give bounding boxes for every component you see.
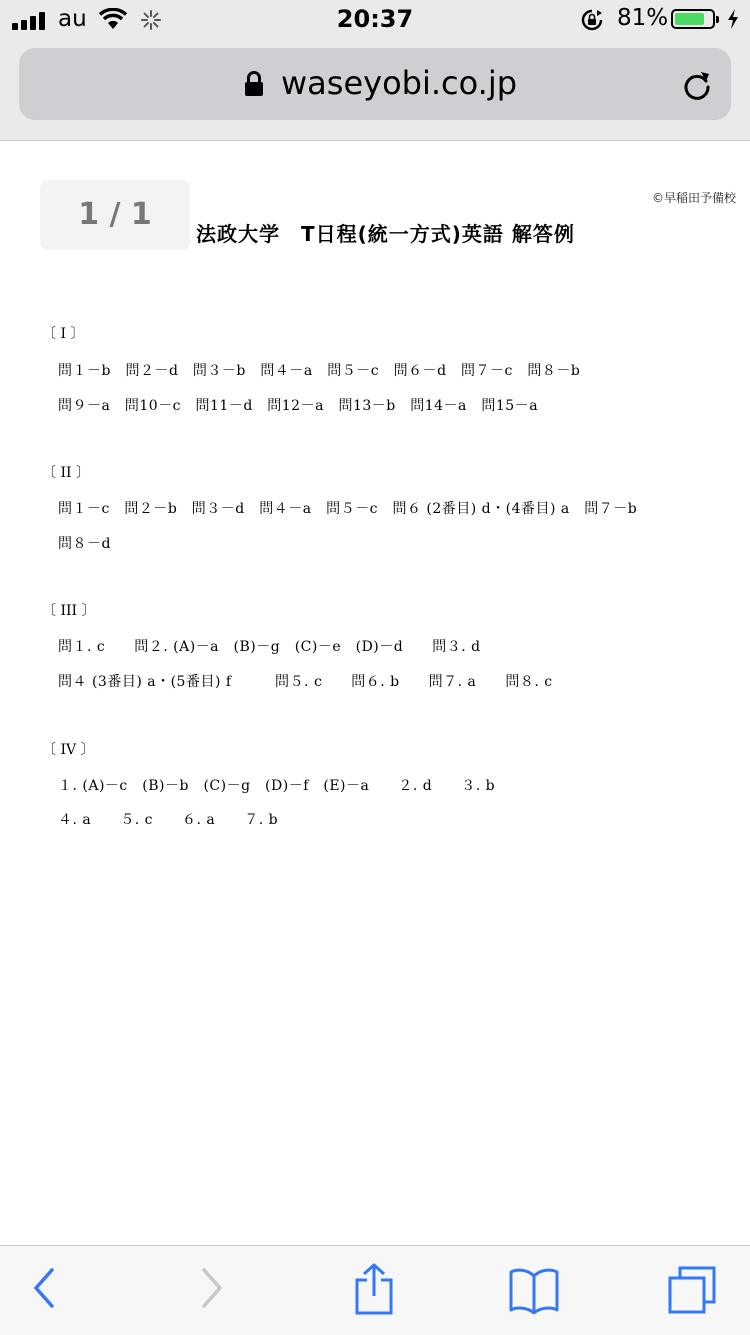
bookmarks-icon[interactable]	[508, 1266, 560, 1314]
share-icon[interactable]	[352, 1262, 396, 1316]
section-heading: 〔 I 〕	[42, 326, 85, 342]
answer-line: 問４ (3番目) a・(5番目) f 問５. c 問６. b 問７. a 問８. c	[58, 674, 553, 690]
battery-level	[675, 13, 704, 25]
answer-line: 問１－c 問２－b 問３－d 問４－a 問５－c 問６ (2番目) d・(4番目) a 問７－b	[58, 501, 638, 517]
status-bar	[0, 0, 750, 40]
battery-nub	[716, 16, 719, 23]
answer-line: 問１－b 問２－d 問３－b 問４－a 問５－c 問６－d 問７－c 問８－b	[58, 363, 581, 379]
section-heading: 〔 II 〕	[42, 465, 90, 481]
document-title: 法政大学 T日程(統一方式)英語 解答例	[196, 222, 575, 246]
browser-chrome	[0, 40, 750, 141]
back-icon[interactable]	[30, 1266, 60, 1310]
battery-icon	[671, 9, 715, 29]
clock: 20:37	[336, 5, 414, 33]
section-heading: 〔 IV 〕	[42, 742, 95, 758]
padlock-icon	[243, 70, 265, 98]
answer-line: 問８－d	[58, 536, 111, 552]
copyright-notice: ©早稲田予備校	[652, 191, 737, 205]
answer-line: 問１. c 問２. (A)－a (B)－g (C)－e (D)－d 問３. d	[58, 639, 481, 655]
browser-toolbar	[0, 1245, 750, 1335]
orientation-lock-icon	[580, 8, 604, 32]
forward-icon[interactable]	[196, 1266, 226, 1310]
answer-line: ４. a ５. c ６. a ７. b	[58, 812, 279, 828]
address-bar[interactable]	[19, 48, 731, 120]
answer-line: １. (A)－c (B)－b (C)－g (D)－f (E)－a ２. d ３. b	[58, 778, 496, 794]
page-indicator: 1 / 1	[40, 180, 190, 250]
section-heading: 〔 III 〕	[42, 603, 96, 619]
url-text[interactable]: waseyobi.co.jp	[281, 64, 518, 102]
answer-line: 問９－a 問10－c 問11－d 問12－a 問13－b 問14－a 問15－a	[58, 398, 539, 414]
charging-bolt-icon	[726, 8, 740, 30]
tabs-icon[interactable]	[666, 1264, 718, 1316]
battery-percent: 81%	[617, 5, 669, 31]
carrier-label: au	[58, 6, 87, 32]
reload-icon[interactable]	[681, 68, 713, 100]
